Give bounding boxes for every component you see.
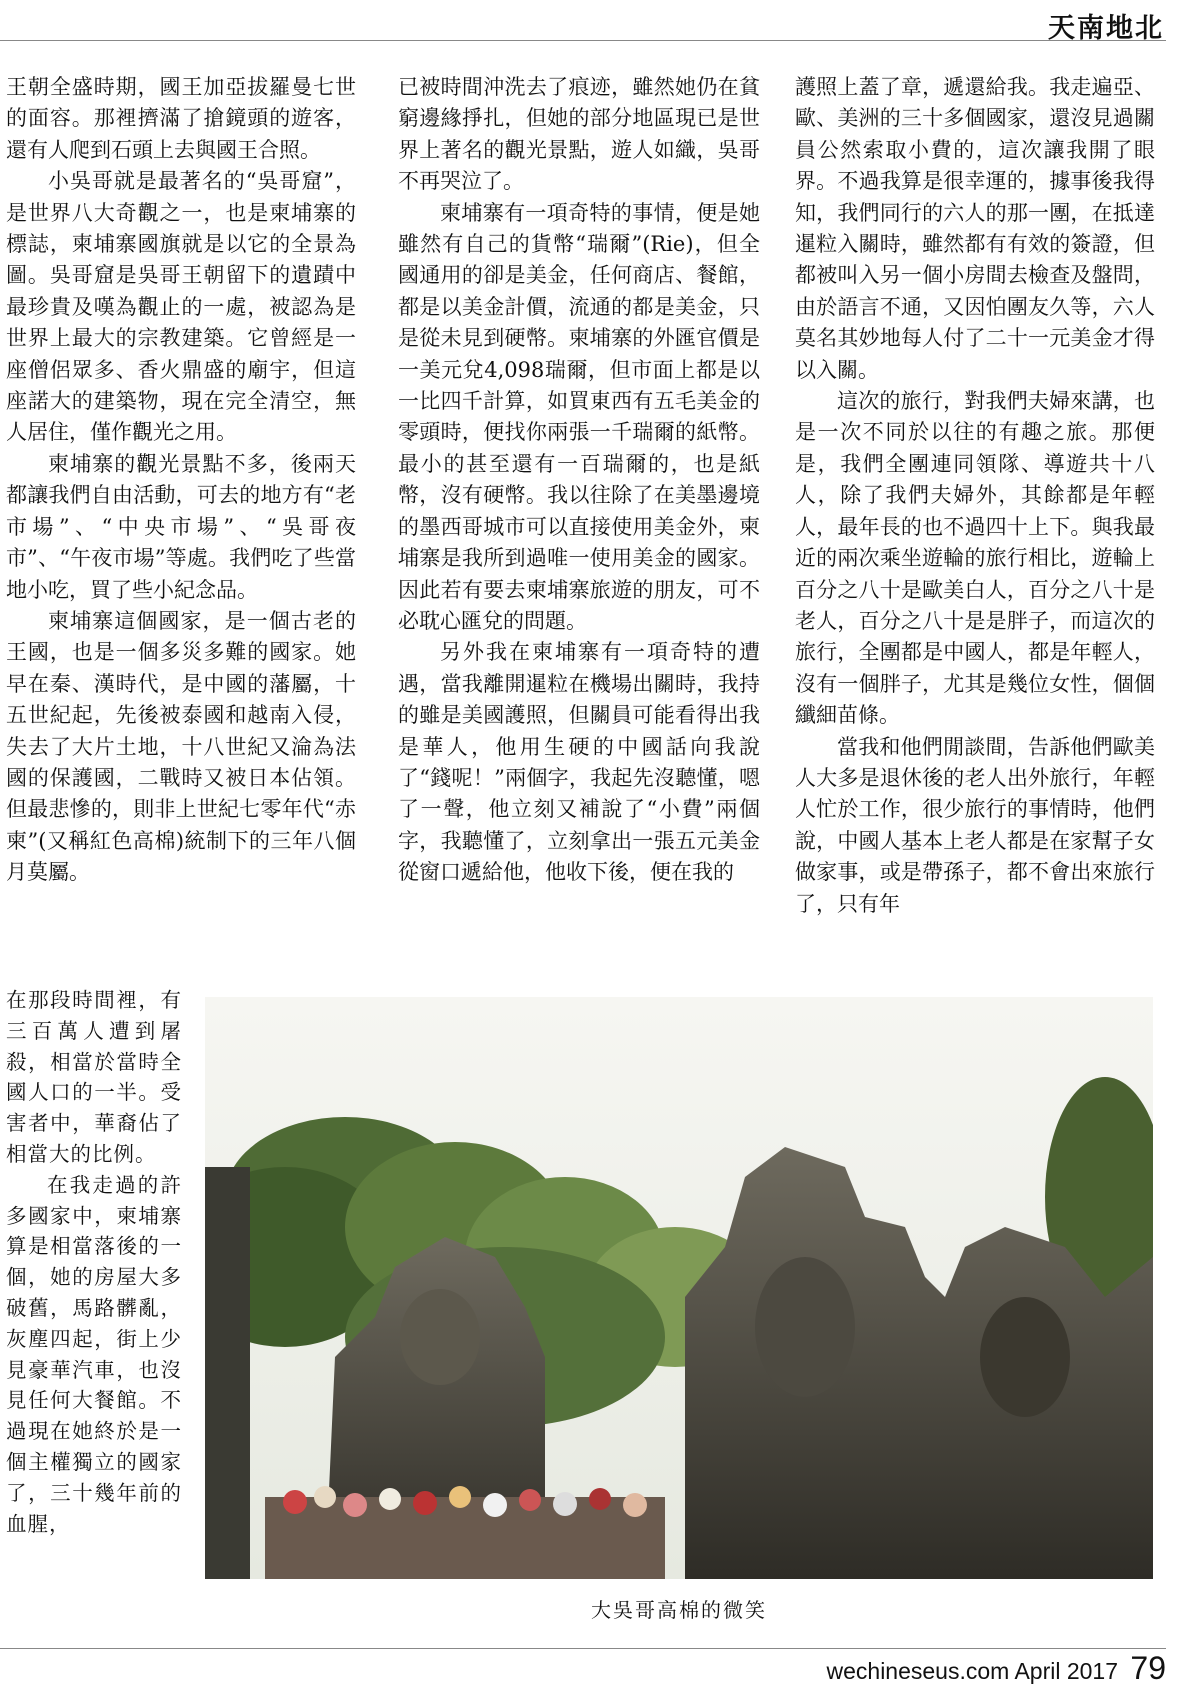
paragraph: 在我走過的許多國家中，柬埔寨算是相當落後的一個，她的房屋大多破舊，馬路髒亂，灰塵四起，街上少見豪華汽車，也沒見任何大餐館。不過現在她終於是一個主權獨立的國家了，三十幾年前的血腥， [6, 1172, 182, 1536]
bayon-temple-photo [205, 997, 1153, 1579]
paragraph: 當我和他們閒談間，告訴他們歐美人大多是退休後的老人出外旅行，年輕人忙於工作，很少旅行的事情時，他們說，中國人基本上老人都是在家幫子女做家事，或是帶孫子，都不會出來旅行了，只有年 [795, 734, 1155, 916]
photo-caption: 大吳哥高棉的微笑 [591, 1598, 767, 1622]
footer-date: April 2017 [1014, 1658, 1119, 1684]
header-divider [0, 40, 1166, 41]
footer-divider [0, 1648, 1166, 1649]
article-column-2 [398, 72, 760, 972]
section-title: 天南地北 [1048, 13, 1164, 44]
photo-illustration [205, 997, 1153, 1579]
paragraph: 另外我在柬埔寨有一項奇特的遭遇，當我離開暹粒在機場出關時，我持的雖是美國護照，但關員可能看得出我是華人，他用生硬的中國話向我說了“錢呢！”兩個字，我起先沒聽懂，嗯了一聲，他立刻又補說了“小費”兩個字，我聽懂了，立刻拿出一張五元美金從窗口遞給他，他收下後，便在我的 [398, 640, 760, 885]
paragraph: 柬埔寨有一項奇特的事情，便是她雖然有自己的貨幣“瑞爾”(Rie)，但全國通用的卻是美金，任何商店、餐館，都是以美金計價，流通的都是美金，只是從未見到硬幣。柬埔寨的外匯官價是一美元兌4,098瑞爾，但市面上都是以一比四千計算，如買東西有五毛美金的零頭時，便找你兩張一千瑞爾的紙幣。最小的甚至還有一百瑞爾的，也是紙幣，沒有硬幣。我以往除了在美墨邊境的墨西哥城市可以直接使用美金外，柬埔寨是我所到過唯一使用美金的國家。因此若有要去柬埔寨旅遊的朋友，可不必耽心匯兌的問題。 [398, 200, 760, 633]
paragraph: 護照上蓋了章，遞還給我。我走遍亞、歐、美洲的三十多個國家，還沒見過關員公然索取小費的，這次讓我開了眼界。不過我算是很幸運的，據事後我得知，我們同行的六人的那一團，在抵達暹粒入關時，雖然都有有效的簽證，但都被叫入另一個小房間去檢查及盤問，由於語言不通，又因怕團友久等，六人莫名其妙地每人付了二十一元美金才得以入關。 [795, 75, 1155, 382]
paragraph: 在那段時間裡，有三百萬人遭到屠殺，相當於當時全國人口的一半。受害者中，華裔佔了相當大的比例。 [6, 988, 182, 1166]
page-footer [827, 1650, 1167, 1687]
paragraph: 王朝全盛時期，國王加亞拔羅曼七世的面容。那裡擠滿了搶鏡頭的遊客，還有人爬到石頭上去與國王合照。 [6, 75, 356, 162]
paragraph: 柬埔寨這個國家，是一個古老的王國，也是一個多災多難的國家。她早在秦、漢時代，是中國的藩屬，十五世紀起，先後被泰國和越南入侵，失去了大片土地，十八世紀又淪為法國的保護國，二戰時又被日本佔領。但最悲慘的，則非上世紀七零年代“赤柬”(又稱紅色高棉)統制下的三年八個月莫屬。 [6, 608, 356, 885]
paragraph: 這次的旅行，對我們夫婦來講，也是一次不同於以往的有趣之旅。那便是，我們全團連同領隊、導遊共十八人，除了我們夫婦外，其餘都是年輕人，最年長的也不過四十上下。與我最近的兩次乘坐遊輪的旅行相比，遊輪上百分之八十是歐美白人，百分之八十是老人，百分之八十是是胖子，而這次的旅行，全團都是中國人，都是年輕人，沒有一個胖子，尤其是幾位女性，個個纖細苗條。 [795, 389, 1155, 728]
paragraph: 柬埔寨的觀光景點不多，後兩天都讓我們自由活動，可去的地方有“老市場”、“中央市場”、“吳哥夜市”、“午夜市場”等處。我們吃了些當地小吃，買了些小紀念品。 [6, 451, 356, 602]
paragraph: 已被時間沖洗去了痕迹，雖然她仍在貧窮邊緣掙扎，但她的部分地區現已是世界上著名的觀光景點，遊人如織，吳哥不再哭泣了。 [398, 75, 760, 194]
article-column-1 [6, 72, 356, 972]
footer-site: wechineseus.com [826, 1658, 1010, 1684]
paragraph: 小吳哥就是最著名的“吳哥窟”，是世界八大奇觀之一，也是柬埔寨的標誌，柬埔寨國旗就是以它的全景為圖。吳哥窟是吳哥王朝留下的遺蹟中最珍貴及嘆為觀止的一處，被認為是世界上最大的宗教建築。它曾經是一座僧侶眾多、香火鼎盛的廟宇，但這座諾大的建築物，現在完全清空，無人居住，僅作觀光之用。 [6, 169, 356, 445]
page-number: 79 [1130, 1650, 1166, 1686]
article-column-3 [795, 72, 1155, 972]
article-column-1-narrow [6, 985, 182, 1605]
